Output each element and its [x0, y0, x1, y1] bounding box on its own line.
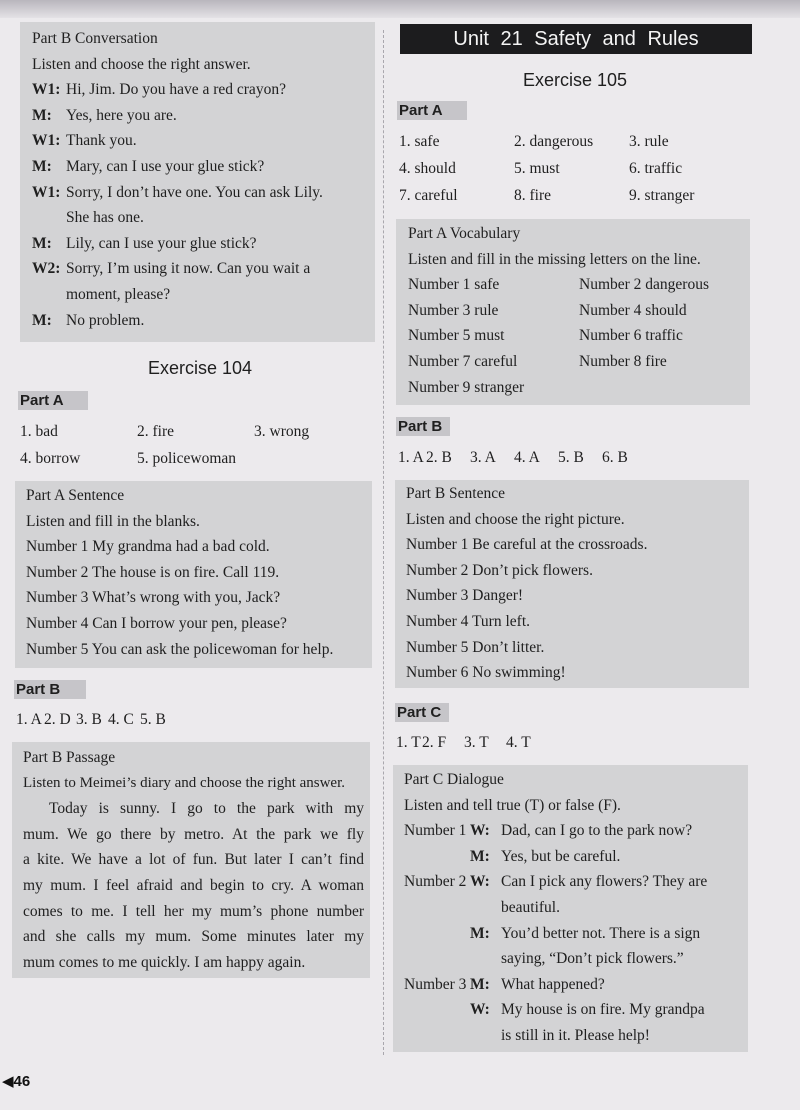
- exercise-105-part-a-answers: [399, 128, 751, 209]
- exercise-105-part-b-answers: [398, 444, 628, 471]
- dialogue-line: [404, 972, 748, 998]
- answer-item: 3. T: [464, 733, 489, 751]
- speaker-label: [32, 282, 66, 308]
- dialogue-line: [404, 818, 748, 844]
- passage-instruction: Listen to Meimei’s diary and choose the right answer.: [23, 774, 346, 791]
- answer-item: 5. B: [140, 710, 166, 728]
- speaker-label: W2:: [32, 260, 61, 278]
- dialogue-number: [404, 844, 470, 870]
- vocab-title: Part A Vocabulary: [408, 225, 521, 242]
- dialogue-number: [404, 895, 470, 921]
- dialogue-line: [404, 921, 748, 947]
- conversation-lines: [32, 77, 375, 333]
- conversation-line: [32, 77, 375, 103]
- sentence-line: Number 1 Be careful at the crossroads.: [406, 536, 648, 554]
- passage-line: Today is sunny. I go to the park with my: [49, 800, 364, 818]
- answer-item: 3. rule: [629, 132, 669, 150]
- answer-item: 2. F: [422, 733, 447, 751]
- vocab-item: Number 1 safe: [408, 276, 500, 294]
- vocab-item: Number 8 fire: [579, 352, 667, 370]
- column-divider: [383, 30, 384, 1055]
- dialogue-line: [404, 1023, 748, 1049]
- dialogue-number: Number 1: [404, 822, 467, 840]
- answer-item: 2. fire: [137, 422, 175, 440]
- answer-item: 6. traffic: [629, 159, 683, 177]
- sentence-box-104: [15, 481, 372, 668]
- line-text: What happened?: [501, 975, 605, 993]
- part-c-tag: Part C: [395, 703, 449, 722]
- dialogue-number: [404, 946, 470, 972]
- answer-item: 5. must: [514, 159, 560, 177]
- speaker-label: M:: [32, 106, 52, 124]
- answer-item: 1. A: [398, 448, 424, 466]
- line-text: No problem.: [66, 311, 145, 329]
- line-text: She has one.: [66, 209, 144, 227]
- answer-item: 1. A: [16, 710, 42, 728]
- vocab-item: Number 6 traffic: [579, 327, 683, 345]
- speaker-label: W1:: [32, 132, 61, 150]
- exercise-104-part-a-answers: [20, 418, 375, 472]
- answer-item: 2. dangerous: [514, 132, 594, 150]
- answer-item: 6. B: [602, 448, 628, 466]
- conversation-line: [32, 256, 375, 282]
- dialogue-number: Number 3: [404, 975, 467, 993]
- part-b-tag-105: Part B: [396, 417, 450, 436]
- sentence-line: Number 6 No swimming!: [406, 664, 566, 682]
- sentence-line: Number 4 Can I borrow your pen, please?: [26, 614, 287, 632]
- answer-item: 4. T: [506, 733, 531, 751]
- line-text: Mary, can I use your glue stick?: [66, 157, 265, 175]
- sentence-instruction: Listen and fill in the blanks.: [26, 512, 200, 530]
- line-text: Dad, can I go to the park now?: [501, 822, 693, 840]
- unit-title-banner: Unit 21 Safety and Rules: [400, 24, 752, 54]
- passage-line: mum. We go there by metro. At the park we fly: [23, 825, 364, 843]
- sentence-line: Number 3 Danger!: [406, 587, 524, 605]
- dialogue-line: [404, 946, 748, 972]
- answer-item: 3. A: [470, 448, 496, 466]
- dialogue-box: [393, 765, 748, 1052]
- passage-box: [12, 742, 370, 978]
- speaker-label: M:: [32, 157, 52, 175]
- line-text: Lily, can I use your glue stick?: [66, 234, 257, 252]
- answer-item: 7. careful: [399, 186, 458, 204]
- sentence-line: Number 5 Don’t litter.: [406, 638, 545, 656]
- dialogue-number: [404, 997, 470, 1023]
- speaker-label: M:: [470, 975, 490, 993]
- speaker-label: M:: [470, 924, 490, 942]
- speaker-label: W1:: [32, 183, 61, 201]
- speaker-label: W:: [470, 873, 490, 891]
- vocab-item: Number 5 must: [408, 327, 505, 345]
- answer-item: 4. should: [399, 159, 456, 177]
- answer-item: 4. borrow: [20, 449, 81, 467]
- dialogue-title: Part C Dialogue: [404, 771, 504, 788]
- page-number: ◀46: [2, 1073, 31, 1090]
- conversation-title: Part B Conversation: [32, 30, 158, 47]
- exercise-105-part-c-answers: [396, 729, 531, 756]
- answer-item: 4. C: [108, 710, 134, 728]
- vocabulary-box: [396, 219, 750, 405]
- dialogue-number: [404, 921, 470, 947]
- vocab-item: Number 2 dangerous: [579, 276, 709, 294]
- line-text: is still in it. Please help!: [501, 1026, 650, 1044]
- conversation-line: [32, 180, 375, 206]
- line-text: Thank you.: [66, 132, 137, 150]
- line-text: Can I pick any flowers? They are: [501, 873, 708, 891]
- speaker-label: W:: [470, 1001, 490, 1019]
- dialogue-number: [404, 1023, 470, 1049]
- line-text: Sorry, I’m using it now. Can you wait a: [66, 260, 311, 278]
- line-text: moment, please?: [66, 285, 171, 303]
- answer-item: 8. fire: [514, 186, 552, 204]
- passage-line: and she calls my mum. Some minutes later my: [23, 928, 364, 946]
- page-number-value: 46: [13, 1073, 31, 1090]
- exercise-104-part-b-answers: [16, 706, 166, 733]
- line-text: beautiful.: [501, 898, 560, 916]
- conversation-line: [32, 103, 375, 129]
- sentence-box-105: [395, 480, 749, 688]
- conversation-line: [32, 231, 375, 257]
- dialogue-number: Number 2: [404, 873, 467, 891]
- answer-item: 3. wrong: [254, 422, 310, 440]
- conversation-line: [32, 282, 375, 308]
- speaker-label: M:: [32, 234, 52, 252]
- dialogue-instruction: Listen and tell true (T) or false (F).: [404, 796, 621, 814]
- answer-item: 5. policewoman: [137, 449, 237, 467]
- speaker-label: [470, 946, 501, 972]
- answer-item: 4. A: [514, 448, 540, 466]
- exercise-105-title: Exercise 105: [522, 70, 628, 90]
- dialogue-lines: [404, 818, 748, 1048]
- conversation-line: [32, 128, 375, 154]
- vocab-instruction: Listen and fill in the missing letters on the line.: [408, 250, 701, 268]
- sentence-line: Number 1 My grandma had a bad cold.: [26, 538, 270, 556]
- sentence-instruction: Listen and choose the right picture.: [406, 510, 625, 528]
- line-text: You’d better not. There is a sign: [501, 924, 701, 942]
- passage-title: Part B Passage: [23, 749, 116, 766]
- passage-line: comes to me. I tell her my mum’s phone number: [23, 902, 364, 920]
- page-top-edge: [0, 0, 800, 18]
- dialogue-line: [404, 895, 748, 921]
- sentence-line: Number 4 Turn left.: [406, 612, 530, 630]
- line-text: Yes, but be careful.: [501, 847, 621, 865]
- line-text: Sorry, I don’t have one. You can ask Lily.: [66, 183, 323, 201]
- conversation-instruction: Listen and choose the right answer.: [32, 55, 251, 73]
- vocab-item: Number 9 stranger: [408, 378, 525, 396]
- speaker-label: M:: [470, 847, 490, 865]
- answer-item: 1. safe: [399, 132, 440, 150]
- line-text: My house is on fire. My grandpa: [501, 1001, 705, 1019]
- sentence-title: Part B Sentence: [406, 485, 506, 502]
- vocab-item: Number 7 careful: [408, 352, 518, 370]
- speaker-label: [470, 895, 501, 921]
- passage-line: mum comes to me quickly. I am happy again.: [23, 953, 306, 971]
- answer-item: 1. bad: [20, 422, 58, 440]
- dialogue-line: [404, 844, 748, 870]
- sentence-line: Number 2 The house is on fire. Call 119.: [26, 563, 280, 581]
- vocab-item: Number 3 rule: [408, 301, 499, 319]
- part-a-tag: Part A: [18, 391, 88, 410]
- exercise-104-title: Exercise 104: [147, 358, 253, 378]
- conversation-line: [32, 154, 375, 180]
- sentence-line: Number 5 You can ask the policewoman for help.: [26, 640, 334, 658]
- part-b-tag: Part B: [14, 680, 86, 699]
- speaker-label: W:: [470, 822, 490, 840]
- part-a-tag-105: Part A: [397, 101, 467, 120]
- answer-item: 2. D: [44, 710, 71, 728]
- vocab-grid: [408, 272, 750, 400]
- speaker-label: [470, 1023, 501, 1049]
- dialogue-line: [404, 869, 748, 895]
- answer-item: 1. T: [396, 733, 421, 751]
- line-text: saying, “Don’t pick flowers.”: [501, 950, 684, 968]
- line-text: Yes, here you are.: [66, 106, 177, 124]
- vocab-item: Number 4 should: [579, 301, 687, 319]
- sentence-line: Number 2 Don’t pick flowers.: [406, 561, 593, 579]
- conversation-line: [32, 308, 375, 334]
- answer-item: 5. B: [558, 448, 584, 466]
- passage-line: my mum. I feel afraid and begin to cry. A woman: [23, 876, 364, 894]
- answer-item: 2. B: [426, 448, 452, 466]
- sentence-title: Part A Sentence: [26, 487, 125, 504]
- answer-item: 9. stranger: [629, 186, 695, 204]
- conversation-line: [32, 205, 375, 231]
- speaker-label: W1:: [32, 81, 61, 99]
- passage-line: a kite. We have a lot of fun. But later I can’t find: [23, 851, 364, 869]
- sentence-line: Number 3 What’s wrong with you, Jack?: [26, 589, 281, 607]
- conversation-box: [20, 22, 375, 342]
- line-text: Hi, Jim. Do you have a red crayon?: [66, 81, 286, 99]
- speaker-label: M:: [32, 311, 52, 329]
- speaker-label: [32, 205, 66, 231]
- answer-item: 3. B: [76, 710, 102, 728]
- dialogue-line: [404, 997, 748, 1023]
